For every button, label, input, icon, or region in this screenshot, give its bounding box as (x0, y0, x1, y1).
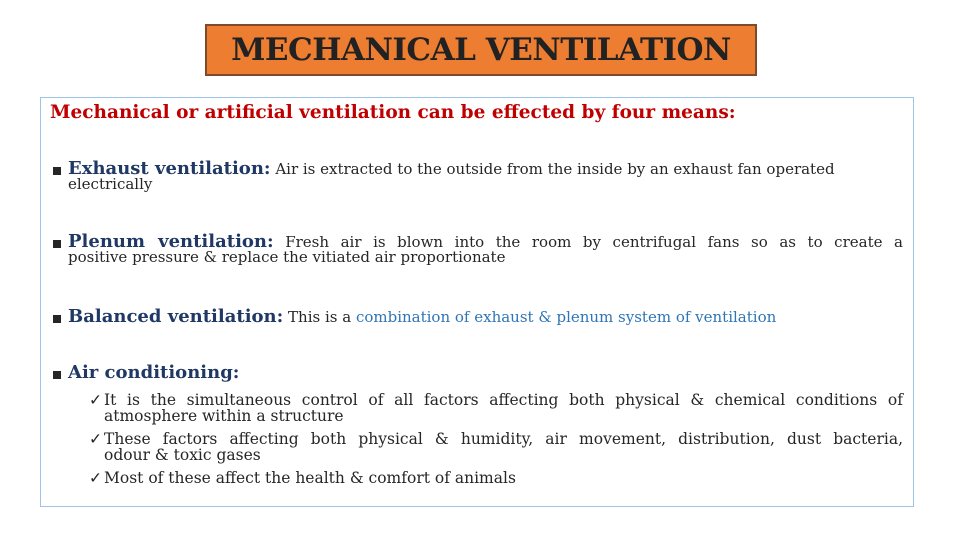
square-bullet-icon (53, 240, 61, 248)
check-item: ✓ It is the simultaneous control of all factors affecting both physical & chemical conditions of atmosphere within a structure (89, 391, 903, 425)
check-mark-icon: ✓ (89, 430, 102, 448)
check-mark-icon: ✓ (89, 469, 102, 487)
check-item: ✓ Most of these affect the health & comfort of animals (89, 469, 516, 487)
check-list (89, 392, 903, 486)
bullet-text: This is a (283, 308, 356, 326)
square-bullet-icon (53, 315, 61, 323)
bullet-continuation: electrically (68, 175, 153, 193)
bullet-text: Air is extracted to the outside from the inside by an exhaust fan operated (270, 160, 835, 178)
check-item: ✓ These factors affecting both physical & humidity, air movement, distribution, dust bacteria, odour & toxic gases (89, 430, 903, 464)
bullet-exhaust-ventilation (53, 160, 903, 192)
bullet-air-conditioning (53, 364, 903, 486)
bullet-term: Exhaust ventilation: (68, 158, 271, 179)
title-banner (205, 24, 757, 76)
slide-title: MECHANICAL VENTILATION (231, 32, 731, 68)
content-box (40, 97, 914, 507)
bullet-continuation: positive pressure & replace the vitiated air proportionate (68, 248, 506, 266)
bullet-term: Balanced ventilation: (68, 306, 284, 327)
bullet-term: Air conditioning: (68, 362, 240, 383)
bullet-plenum-ventilation (53, 233, 903, 265)
square-bullet-icon (53, 167, 61, 175)
slide-heading: Mechanical or artificial ventilation can be effected by four means: (50, 102, 736, 123)
square-bullet-icon (53, 371, 61, 379)
check-mark-icon: ✓ (89, 391, 102, 409)
bullet-text: Fresh air is blown into the room by centrifugal fans so as to create a (273, 233, 903, 251)
bullet-balanced-ventilation (53, 308, 903, 326)
bullet-highlight-text: combination of exhaust & plenum system of ventilation (355, 308, 777, 326)
bullet-term: Plenum ventilation: (68, 231, 274, 252)
